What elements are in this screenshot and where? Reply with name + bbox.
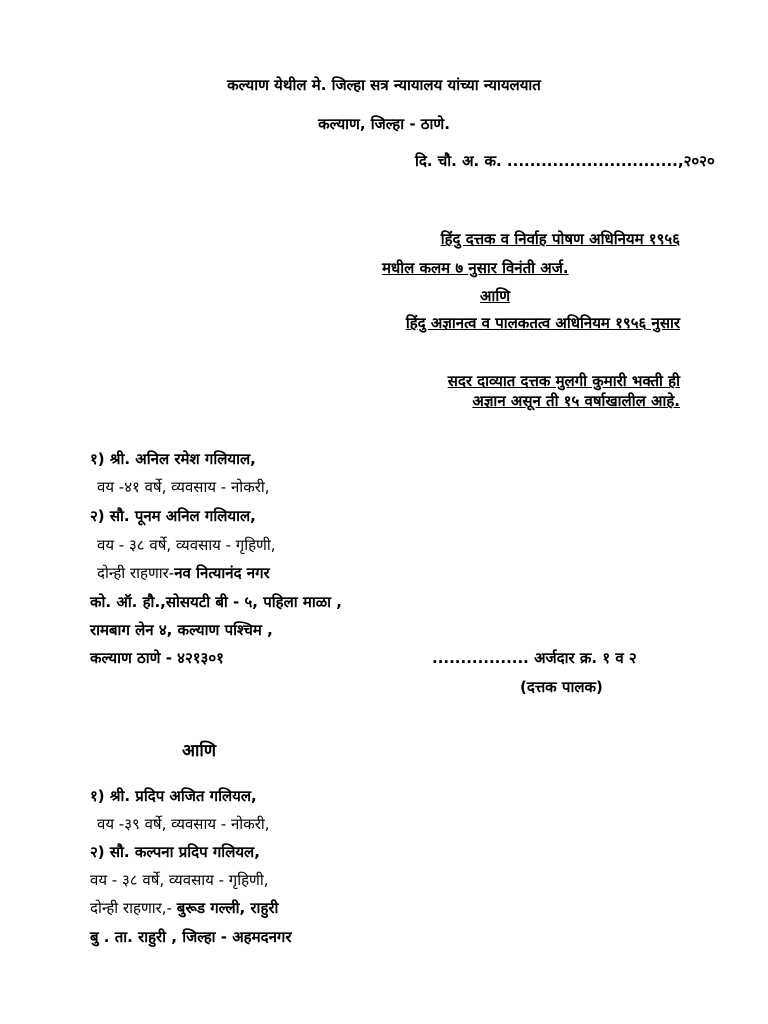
respondent-address-1: बु . ता. राहुरी , जिल्हा - अहमदनगर bbox=[90, 928, 292, 946]
applicant-2-name: २) सौ. पूनम अनिल गलियाल, bbox=[90, 507, 256, 525]
applicant-address-2: रामबाग लेन ४, कल्याण पश्चिम , bbox=[90, 621, 273, 639]
respondent-residence bbox=[90, 898, 278, 918]
note-line-2: अज्ञान असून ती १५ वर्षाखालील आहे. bbox=[472, 392, 680, 410]
act-line-2: मधील कलम ७ नुसार विनंती अर्ज. bbox=[382, 259, 569, 277]
applicant-1-name: १) श्री. अनिल रमेश गलियाल, bbox=[90, 450, 256, 468]
note-line-1: सदर दाव्यात दत्तक मुलगी कुमारी भक्ती ही bbox=[447, 372, 680, 390]
respondent-1-name: १) श्री. प्रदिप अजित गलियल, bbox=[90, 787, 257, 805]
act-line-4: हिंदु अज्ञानत्व व पालकतत्व अधिनियम १९५६ नुसार bbox=[405, 314, 680, 332]
separator-text: आणि bbox=[182, 741, 217, 761]
applicant-role: ................. अर्जदार क्र. १ व २ bbox=[432, 649, 637, 667]
act-line-1: हिंदु दत्तक व निर्वाह पोषण अधिनियम १९५६ bbox=[440, 230, 680, 248]
act-line-3: आणि bbox=[480, 287, 511, 305]
residence-name: नव नित्यानंद नगर bbox=[174, 564, 270, 582]
court-line: कल्याण येथील मे. जिल्हा सत्र न्यायालय यांच्या न्यायलयात bbox=[227, 76, 541, 94]
applicant-address-3: कल्याण ठाणे - ४२१३०१ bbox=[90, 649, 224, 667]
applicant-role-note: (दत्तक पालक) bbox=[520, 678, 603, 696]
applicant-2-details: वय - ३८ वर्षे, व्यवसाय - गृहिणी, bbox=[97, 536, 276, 554]
respondent-2-name: २) सौ. कल्पना प्रदिप गलियल, bbox=[90, 843, 260, 861]
place-line: कल्याण, जिल्हा - ठाणे. bbox=[318, 115, 450, 133]
respondent-2-details: वय - ३८ वर्षे, व्यवसाय - गृहिणी, bbox=[90, 871, 269, 889]
residence-name: बुरूड गल्ली, राहुरी bbox=[176, 899, 279, 917]
applicant-1-details: वय -४१ वर्षे, व्यवसाय - नोकरी, bbox=[97, 478, 270, 496]
respondent-1-details: वय -३९ वर्षे, व्यवसाय - नोकरी, bbox=[97, 815, 270, 833]
case-number: दि. चौ. अ. क. ..............................,२०२० bbox=[415, 152, 715, 170]
applicant-residence bbox=[97, 563, 270, 583]
residence-prefix: दोन्ही राहणार- bbox=[97, 564, 175, 582]
applicant-address-1: को. ऑ. हौ.,सोसयटी बी - ५, पहिला माळा , bbox=[90, 593, 342, 611]
residence-prefix: दोन्ही राहणार,- bbox=[90, 899, 177, 917]
